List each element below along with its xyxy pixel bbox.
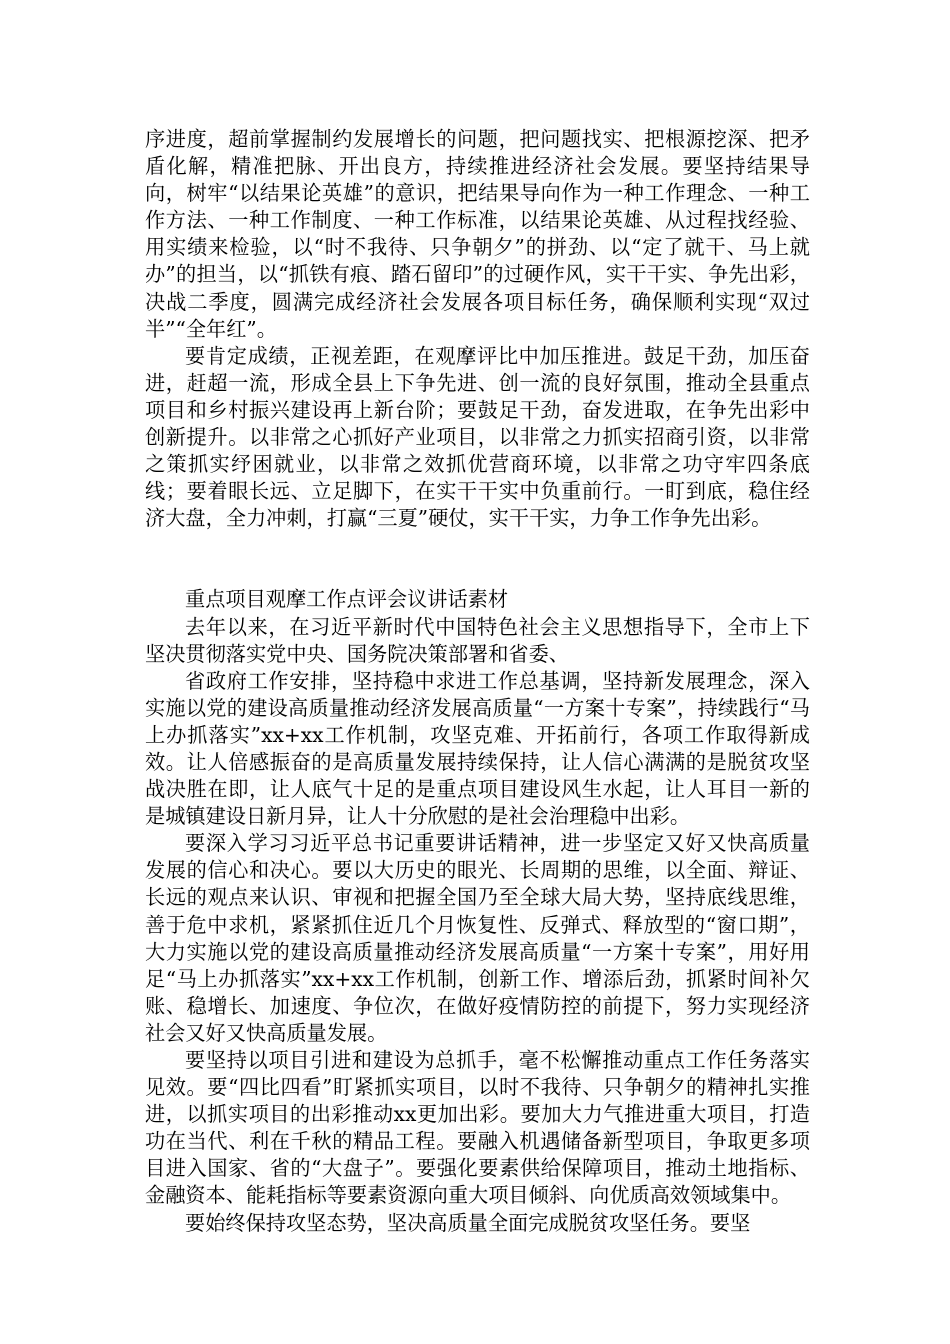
section1-paragraph-2: 要肯定成绩，正视差距，在观摩评比中加压推进。鼓足干劲，加压奋进，赶超一流，形成全县上下争先进、创一流的良好氛围，推动全县重点项目和乡村振兴建设再上新台阶；要鼓足干劲，奋发进取，在争先出彩中创新提升。以非常之心抓好产业项目，以非常之力抓实招商引资，以非常之策抓实纾困就业，以非常之效抓优营商环境，以非常之功守牢四条底线；要着眼长远、立足脚下，在实干干实中负重前行。一盯到底，稳住经济大盘，全力冲刺，打赢“三夏”硬仗，实干干实，力争工作争先出彩。	[145, 343, 810, 531]
section-gap	[145, 532, 810, 586]
document-page	[145, 126, 810, 1237]
section2-title: 重点项目观摩工作点评会议讲话素材	[185, 587, 509, 612]
section1-paragraph-1: 序进度，超前掌握制约发展增长的问题，把问题找实、把根源挖深、把矛盾化解，精准把脉、开出良方，持续推进经济社会发展。要坚持结果导向，树牢“以结果论英雄”的意识，把结果导向作为一种工作理念、一种工作方法、一种工作制度、一种工作标准，以结果论英雄、从过程找经验、用实绩来检验，以“时不我待、只争朝夕”的拼劲、以“定了就干、马上就办”的担当，以“抓铁有痕、踏石留印”的过硬作风，实干干实、争先出彩，决战二季度，圆满完成经济社会发展各项目标任务，确保顺利实现“双过半”“全年红”。	[145, 127, 810, 341]
section2-paragraph-2: 省政府工作安排，坚持稳中求进工作总基调，坚持新发展理念，深入实施以党的建设高质量推动经济发展高质量“一方案十专案”，持续践行“马上办抓落实”xx+xx工作机制，攻坚克难、开拓前行，各项工作取得新成效。让人倍感振奋的是高质量发展持续保持，让人信心满满的是脱贫攻坚战决胜在即，让人底气十足的是重点项目建设风生水起，让人耳目一新的是城镇建设日新月异，让人十分欣慰的是社会治理稳中出彩。	[145, 668, 810, 829]
section2-paragraph-4: 要坚持以项目引进和建设为总抓手，毫不松懈推动重点工作任务落实见效。要“四比四看”盯紧抓实项目，以时不我待、只争朝夕的精神扎实推进，以抓实项目的出彩推动xx更加出彩。要加大力气推进重大项目，打造功在当代、利在千秋的精品工程。要融入机遇储备新型项目，争取更多项目进入国家、省的“大盘子”。要强化要素供给保障项目，推动土地指标、金融资本、能耗指标等要素资源向重大项目倾斜、向优质高效领域集中。	[145, 1048, 810, 1208]
section2-paragraph-5: 要始终保持攻坚态势，坚决高质量全面完成脱贫攻坚任务。要坚	[185, 1210, 751, 1235]
section2-paragraph-1: 去年以来，在习近平新时代中国特色社会主义思想指导下，全市上下坚决贯彻落实党中央、国务院决策部署和省委、	[145, 614, 810, 666]
section2-paragraph-3: 要深入学习习近平总书记重要讲话精神，进一步坚定又好又快高质量发展的信心和决心。要以大历史的眼光、长周期的思维，以全面、辩证、长远的观点来认识、审视和把握全国乃至全球大局大势，坚持底线思维，善于危中求机，紧紧抓住近几个月恢复性、反弹式、释放型的“窗口期”，大力实施以党的建设高质量推动经济发展高质量“一方案十专案”，用好用足“马上办抓落实”xx+xx工作机制，创新工作、增添后劲，抓紧时间补欠账、稳增长、加速度、争位次，在做好疫情防控的前提下，努力实现经济社会又好又快高质量发展。	[145, 831, 810, 1045]
